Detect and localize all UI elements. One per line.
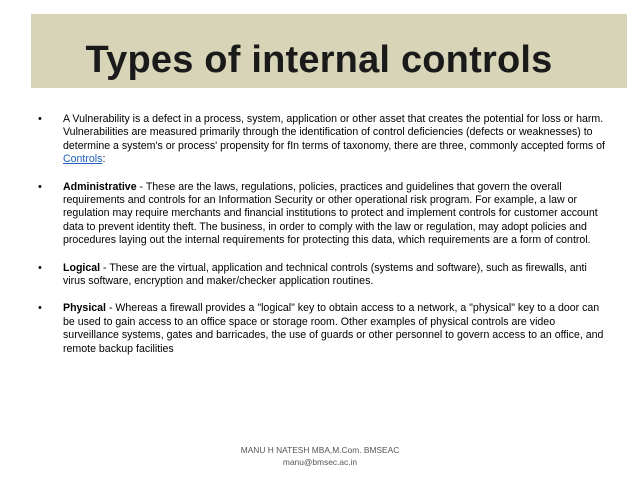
bullet-administrative (38, 181, 608, 248)
bullet-physical (38, 302, 608, 356)
bullet-text (63, 113, 608, 167)
footer-email: manu@bmsec.ac.in (282, 456, 358, 467)
slide-title: Types of internal controls (85, 39, 553, 81)
slide-footer (220, 445, 420, 468)
bullet-text (63, 262, 608, 289)
bullet-term: Logical (63, 261, 101, 274)
bullet-body-end: : (102, 153, 106, 166)
bullet-term: Physical (63, 302, 106, 315)
bullet-text (63, 302, 608, 356)
bullet-dot-icon: • (38, 261, 42, 274)
bullet-body: - Whereas a firewall provides a "logical" key to obtain access to a network, a "physical" key to a door can be used to gain access to an office space or storage room. Other examples of physical controls are video surveillance systems, gates and barricades, the use of guards or other personnel to govern access to an office, and remote backup facilities (63, 302, 604, 355)
bullet-body: - These are the laws, regulations, policies, practices and guidelines that govern the overall requirements and controls for an Information Security or other operational risk program. For example, a law or regulation may require merchants and financial institutions to protect and implement controls for customer account data to prevent identity theft. The business, in order to comply with the law or regulation, may adopt policies and procedures laying out the internal requirements for protecting this data, which requirements are a form of control. (63, 180, 598, 247)
bullet-body: A Vulnerability is a defect in a process, system, application or other asset that creates the potential for loss or harm. Vulnerabilities are measured primarily through the identification of control deficiencies (defects or weaknesses) to determine a system's or process' propensity for fIn terms of taxonomy, there are three, commonly accepted forms of (63, 113, 605, 152)
bullet-term: Administrative (63, 180, 137, 193)
bullet-dot-icon: • (38, 180, 42, 193)
bullet-list (38, 113, 608, 370)
footer-author: MANU H NATESH MBA,M.Com. BMSEAC (240, 445, 400, 455)
controls-link[interactable]: Controls (63, 153, 103, 166)
bullet-vulnerability (38, 113, 608, 167)
bullet-logical (38, 262, 608, 289)
bullet-dot-icon: • (38, 302, 42, 315)
bullet-body: - These are the virtual, application and technical controls (systems and software), such as firewalls, anti virus software, encryption and maker/checker application routines. (63, 261, 587, 288)
bullet-dot-icon: • (38, 113, 42, 125)
bullet-text (63, 181, 608, 248)
